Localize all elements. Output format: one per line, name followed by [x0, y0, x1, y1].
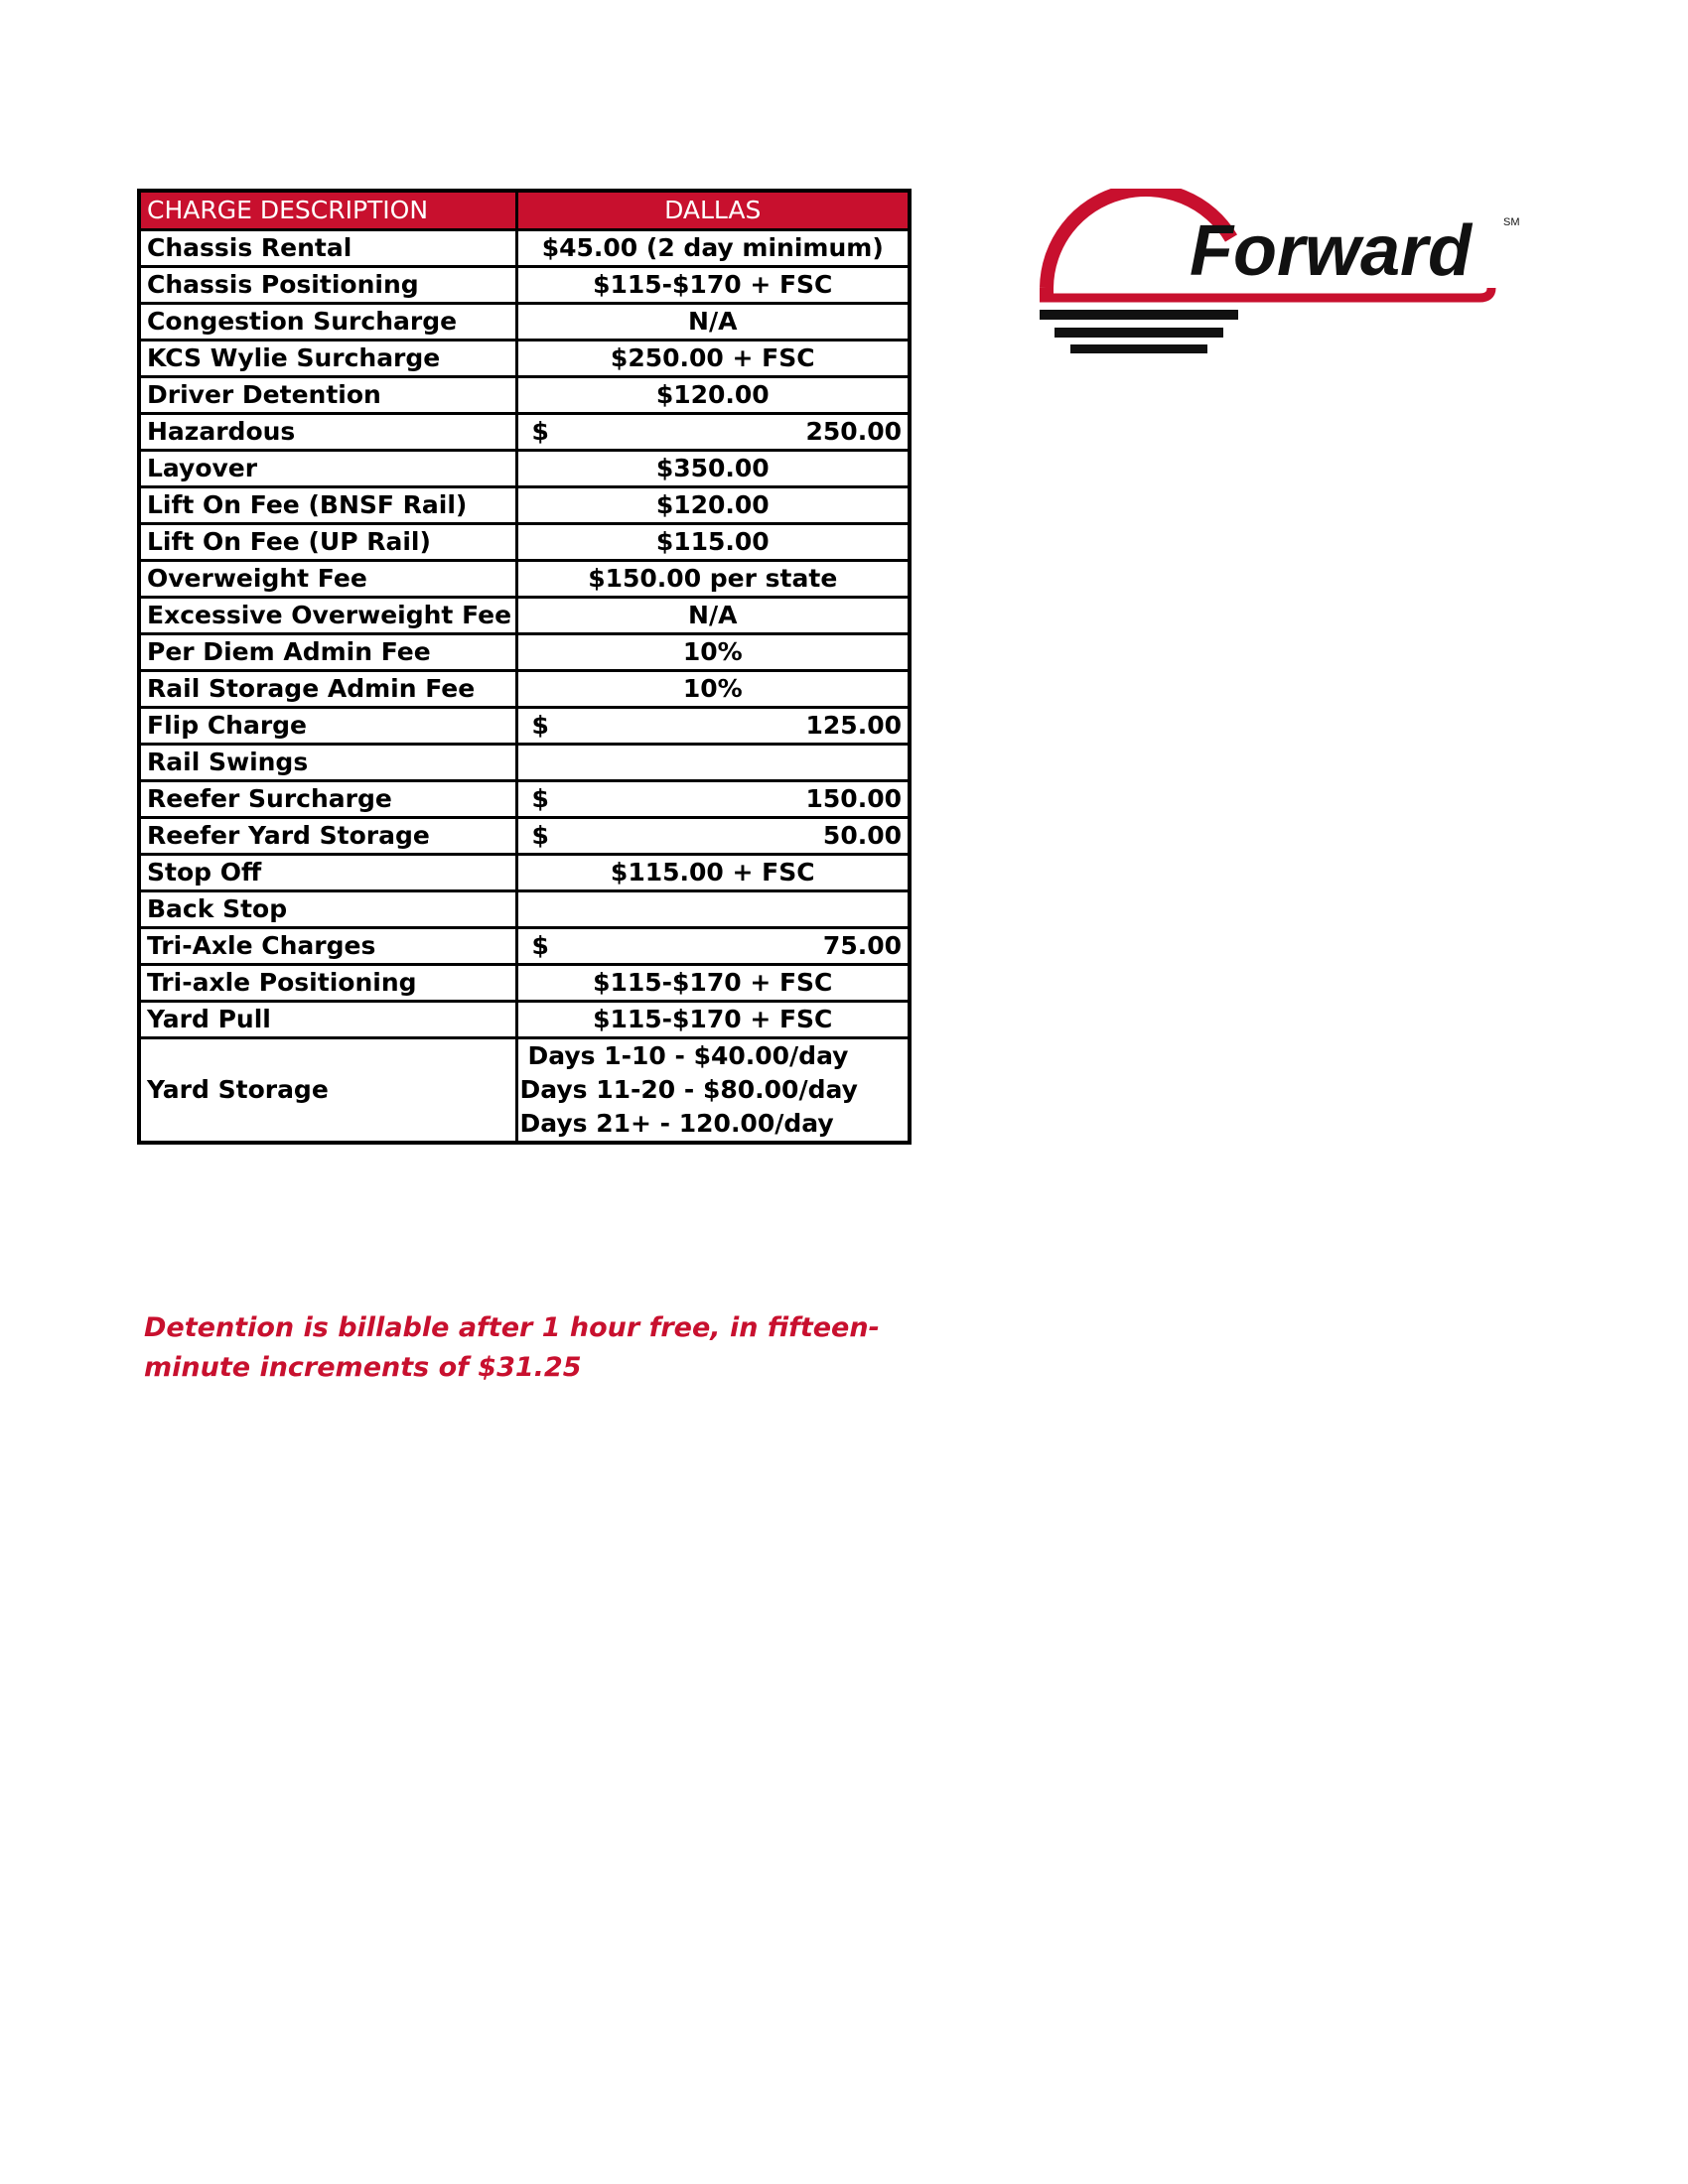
charge-value	[516, 1038, 910, 1144]
table-row	[139, 267, 910, 304]
charge-value	[516, 891, 910, 928]
charge-value: $150.00 per state	[516, 561, 910, 598]
storage-line: Days 21+ - 120.00/day	[519, 1109, 834, 1138]
charge-value: 10%	[516, 671, 910, 708]
table-row	[139, 965, 910, 1002]
charge-label: Driver Detention	[139, 377, 516, 414]
table-row	[139, 855, 910, 891]
currency-symbol: $	[531, 711, 549, 740]
charge-label: Yard Pull	[139, 1002, 516, 1038]
charge-value: $115-$170 + FSC	[516, 965, 910, 1002]
charge-label: Congestion Surcharge	[139, 304, 516, 341]
table-row	[139, 745, 910, 781]
charge-value	[516, 745, 910, 781]
table-row	[139, 671, 910, 708]
table-row	[139, 928, 910, 965]
charge-label: Stop Off	[139, 855, 516, 891]
charge-label: Back Stop	[139, 891, 516, 928]
charge-label: Tri-axle Positioning	[139, 965, 516, 1002]
charge-label: Overweight Fee	[139, 561, 516, 598]
amount: 150.00	[805, 784, 902, 813]
amount: 50.00	[822, 821, 902, 850]
charge-value: $115-$170 + FSC	[516, 267, 910, 304]
header-charge-description: CHARGE DESCRIPTION	[139, 191, 516, 230]
currency-value	[518, 819, 909, 853]
charge-value	[516, 781, 910, 818]
charge-value: N/A	[516, 304, 910, 341]
currency-symbol: $	[531, 784, 549, 813]
charge-label: Flip Charge	[139, 708, 516, 745]
table-row	[139, 451, 910, 487]
currency-value	[518, 782, 909, 816]
table-row	[139, 634, 910, 671]
charge-label: Chassis Rental	[139, 230, 516, 267]
charge-label: Yard Storage	[139, 1038, 516, 1144]
charge-value	[516, 414, 910, 451]
table-row	[139, 341, 910, 377]
storage-line: Days 11-20 - $80.00/day	[519, 1075, 858, 1104]
table-row	[139, 377, 910, 414]
charge-value: $45.00 (2 day minimum)	[516, 230, 910, 267]
charge-value	[516, 818, 910, 855]
charge-value	[516, 708, 910, 745]
amount: 125.00	[805, 711, 902, 740]
storage-line: Days 1-10 - $40.00/day	[527, 1041, 849, 1070]
charge-label: Excessive Overweight Fee	[139, 598, 516, 634]
charge-value: $250.00 + FSC	[516, 341, 910, 377]
currency-symbol: $	[531, 417, 549, 446]
charge-value: N/A	[516, 598, 910, 634]
table-header-row	[139, 191, 910, 230]
charge-value: $115.00 + FSC	[516, 855, 910, 891]
charge-value: $120.00	[516, 487, 910, 524]
charge-value: $115.00	[516, 524, 910, 561]
charge-label: Rail Storage Admin Fee	[139, 671, 516, 708]
charge-label: Reefer Yard Storage	[139, 818, 516, 855]
currency-value	[518, 709, 909, 743]
amount: 250.00	[805, 417, 902, 446]
charge-value: $350.00	[516, 451, 910, 487]
table-row	[139, 414, 910, 451]
table-row	[139, 1038, 910, 1144]
charge-value: $120.00	[516, 377, 910, 414]
currency-symbol: $	[531, 931, 549, 960]
table-row	[139, 304, 910, 341]
table-body	[139, 230, 910, 1144]
table-row	[139, 891, 910, 928]
logo-wordmark: Forward	[1190, 211, 1473, 291]
currency-value	[518, 415, 909, 449]
table-row	[139, 561, 910, 598]
charge-label: Layover	[139, 451, 516, 487]
table-row	[139, 1002, 910, 1038]
currency-symbol: $	[531, 821, 549, 850]
charge-label: Lift On Fee (BNSF Rail)	[139, 487, 516, 524]
detention-note: Detention is billable after 1 hour free, in fifteen-minute increments of $31.25	[144, 1312, 880, 1383]
charge-label: Rail Swings	[139, 745, 516, 781]
charge-label: Hazardous	[139, 414, 516, 451]
charge-label: Per Diem Admin Fee	[139, 634, 516, 671]
table-row	[139, 524, 910, 561]
service-mark: SM	[1503, 216, 1520, 228]
charge-label: Tri-Axle Charges	[139, 928, 516, 965]
charge-value	[516, 928, 910, 965]
amount: 75.00	[822, 931, 902, 960]
charge-label: Reefer Surcharge	[139, 781, 516, 818]
forward-logo	[1033, 189, 1529, 357]
currency-value	[518, 929, 909, 963]
table-row	[139, 487, 910, 524]
table-row	[139, 598, 910, 634]
table-row	[139, 230, 910, 267]
table-row	[139, 781, 910, 818]
charge-label: Chassis Positioning	[139, 267, 516, 304]
header-dallas: DALLAS	[516, 191, 910, 230]
charge-value: 10%	[516, 634, 910, 671]
table-row	[139, 708, 910, 745]
charge-value: $115-$170 + FSC	[516, 1002, 910, 1038]
table-row	[139, 818, 910, 855]
rates-table	[137, 189, 912, 1145]
charge-label: Lift On Fee (UP Rail)	[139, 524, 516, 561]
charge-label: KCS Wylie Surcharge	[139, 341, 516, 377]
